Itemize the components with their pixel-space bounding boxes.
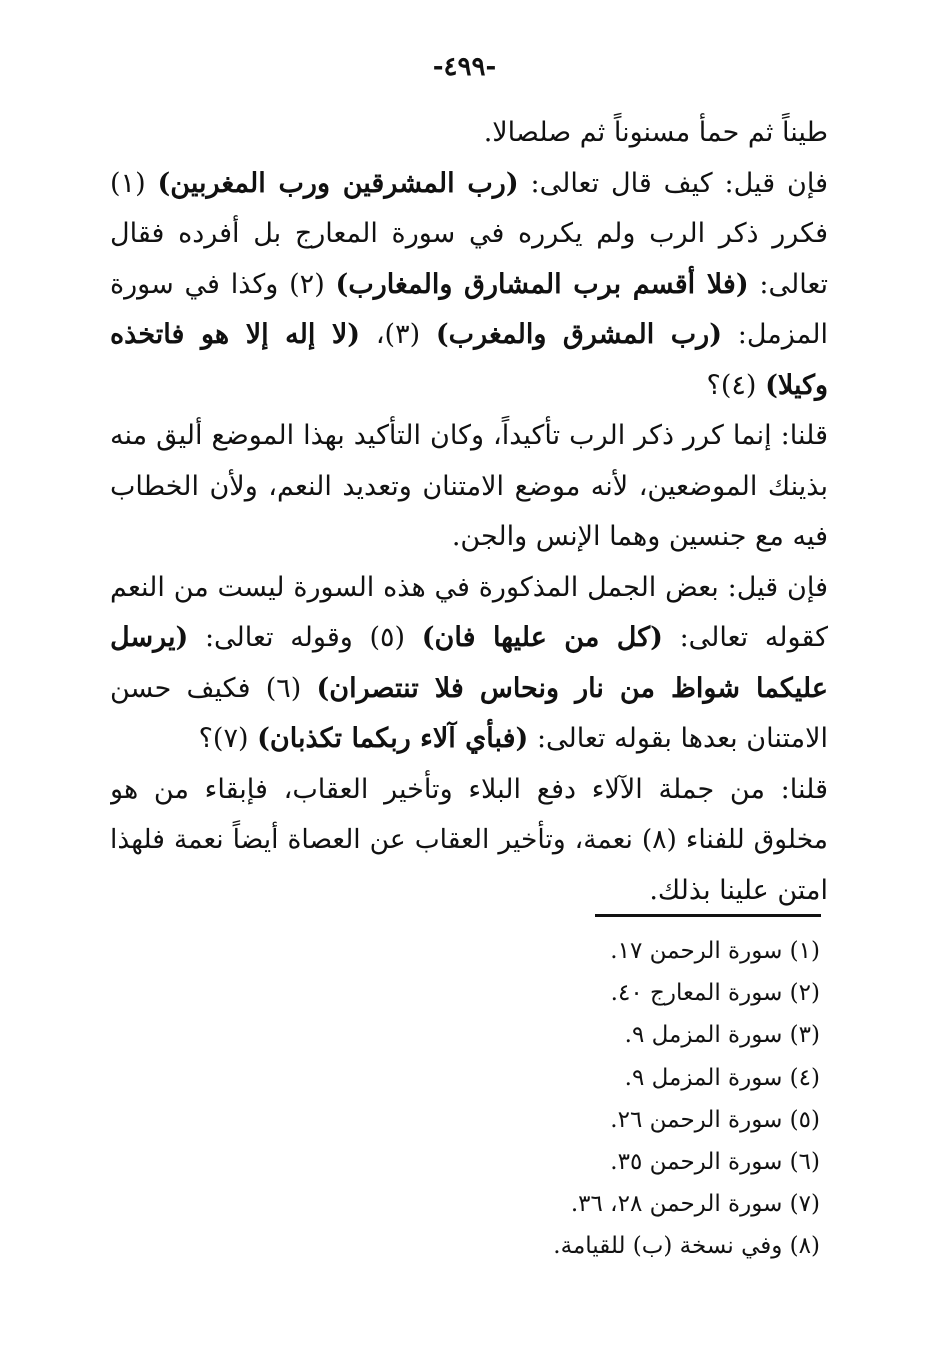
body-text <box>110 108 828 916</box>
text-run: كقوله تعالى: <box>679 622 828 653</box>
text-line <box>110 664 828 715</box>
text-line <box>110 866 828 917</box>
text-run: (٦) فكيف حسن <box>110 672 302 704</box>
quran-quote: (كل من عليها فان) <box>421 622 663 653</box>
footnote: (٥) سورة الرحمن ٢٦. <box>610 1106 820 1133</box>
text-run: فإن قيل: كيف قال تعالى: <box>530 167 828 199</box>
text-line <box>110 613 828 664</box>
text-run: قلنا: من جملة الآلاء دفع البلاء وتأخير العقاب، فإبقاء من هو <box>110 773 828 805</box>
text-line <box>110 411 828 462</box>
footnote-ref: (٤)؟ <box>706 369 757 401</box>
quran-quote: وكيلا) <box>765 369 828 401</box>
quran-quote: (فلا أقسم برب المشارق والمغارب) <box>335 268 749 300</box>
text-run: (٥) وقوله تعالى: <box>204 622 406 653</box>
page-number: -٤٩٩- <box>432 52 497 82</box>
text-run: مخلوق للفناء (٨) نعمة، وتأخير العقاب عن العصاة أيضاً نعمة فلهذا <box>110 824 828 855</box>
text-run: فإن قيل: بعض الجمل المذكورة في هذه السورة ليست من النعم <box>110 571 828 603</box>
text-line <box>110 260 828 311</box>
footnote: (٤) سورة المزمل ٩. <box>624 1064 820 1091</box>
text-run: تعالى: <box>759 268 828 300</box>
quran-quote: (يرسل <box>110 622 189 653</box>
text-run: امتن علينا بذلك. <box>649 874 828 906</box>
footnote: (٢) سورة المعارج ٤٠. <box>610 980 820 1007</box>
text-line <box>110 462 828 513</box>
text-line <box>110 815 828 866</box>
quran-quote: (لا إله إلا هو فاتخذه <box>110 319 361 350</box>
text-run: بذينك الموضعين، لأنه موضع الامتنان وتعديد النعم، ولأن الخطاب <box>110 470 828 502</box>
quran-quote: (رب المشرق والمغرب) <box>435 319 722 350</box>
quran-quote: (رب المشرقين ورب المغربين) <box>157 167 519 199</box>
text-run: (٢) وكذا في سورة <box>110 268 325 300</box>
text-run: طيناً ثم حمأ مسنوناً ثم صلصالا. <box>483 117 828 148</box>
footnotes <box>400 930 820 1268</box>
footnote-ref: (١) <box>110 167 146 199</box>
text-line <box>110 108 828 159</box>
quran-quote: عليكما شواظ من نار ونحاس فلا تنتصران) <box>316 672 828 704</box>
text-run: قلنا: إنما كرر ذكر الرب تأكيداً، وكان التأكيد بهذا الموضع أليق منه <box>110 420 828 451</box>
footnote-ref: (٧)؟ <box>198 723 249 754</box>
text-line <box>110 714 828 765</box>
quran-quote: (فبأي آلاء ربكما تكذبان) <box>257 723 529 754</box>
text-line <box>110 310 828 361</box>
text-line <box>110 512 828 563</box>
text-line <box>110 361 828 412</box>
text-run: المزمل: <box>737 319 828 350</box>
footnote: (١) سورة الرحمن ١٧. <box>610 938 820 964</box>
footnote-ref: (٣)، <box>375 319 421 350</box>
text-line <box>110 209 828 260</box>
footnote: (٨) وفي نسخة (ب) للقيامة. <box>553 1233 820 1260</box>
footnote-divider <box>595 914 821 917</box>
text-line <box>110 159 828 210</box>
footnote: (٧) سورة الرحمن ٢٨، ٣٦. <box>570 1191 820 1218</box>
text-line <box>110 563 828 614</box>
text-run: فيه مع جنسين وهما الإنس والجن. <box>451 521 828 552</box>
text-line <box>110 765 828 816</box>
text-run: فكرر ذكر الرب ولم يكرره في سورة المعارج بل أفرده فقال <box>110 218 828 249</box>
footnote: (٣) سورة المزمل ٩. <box>624 1022 820 1049</box>
footnote: (٦) سورة الرحمن ٣٥. <box>610 1148 820 1175</box>
text-run: الامتنان بعدها بقوله تعالى: <box>536 723 828 754</box>
